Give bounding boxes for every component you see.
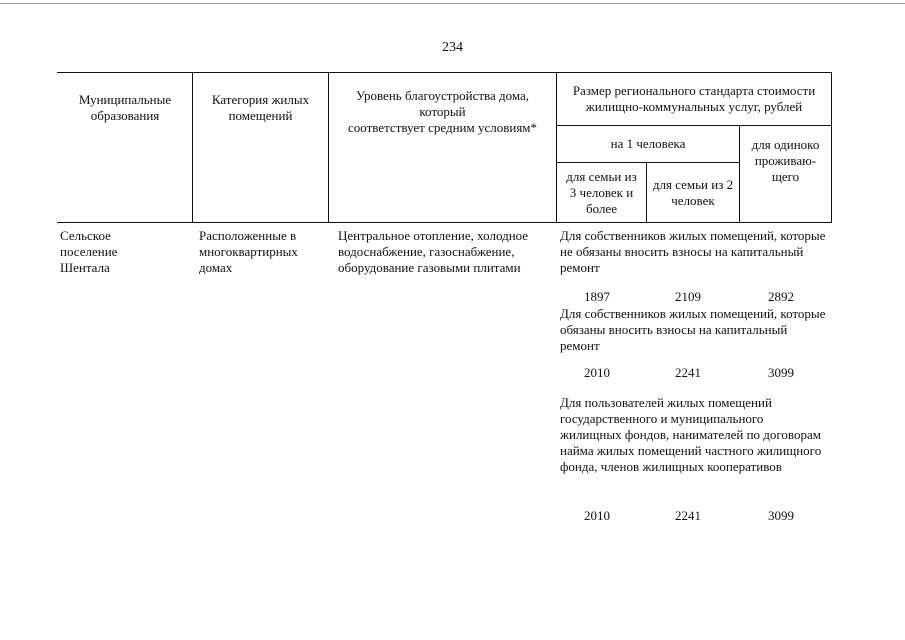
value-family-3: 2010 [584, 508, 610, 523]
header-standard-size: Размер регионального стандарта стоимости жилищно-коммунальных услуг, рублей [572, 83, 816, 114]
group-label-3: Для пользователей жилых помещений государственного и муниципального жилищных фондов, нанимателей по договорам найма жилых помещений частного жилищного фонда, членов жилищных кооперативов [560, 395, 822, 474]
header-municipality: Муниципальные образования [78, 92, 172, 123]
value-family-3: 1897 [584, 289, 610, 304]
header-family-3: для семьи из 3 человек и более [566, 168, 637, 216]
value-family-2: 2109 [675, 289, 701, 304]
value-family-3: 2010 [584, 365, 610, 380]
group-values-2 [560, 365, 830, 383]
group-values-1 [560, 289, 830, 307]
group-label-2: Для собственников жилых помещений, которые обязаны вносить взносы на капитальный ремонт [560, 306, 826, 353]
header-bottom-border [57, 222, 832, 223]
row-comfort-level: Центральное отопление, холодное водоснабжение, газоснабжение, оборудование газовыми плитами [338, 228, 529, 275]
value-single: 3099 [768, 365, 794, 380]
value-family-2: 2241 [675, 365, 701, 380]
header-single: для одиноко проживаю-щего [751, 137, 820, 184]
row-municipality: Сельское поселение Шентала [60, 228, 118, 275]
value-family-2: 2241 [675, 508, 701, 523]
header-comfort-level: Уровень благоустройства дома, который соответствует средним условиям* [347, 88, 538, 135]
scan-edge [0, 3, 905, 4]
header-category: Категория жилых помещений [211, 92, 310, 123]
page-number: 234 [442, 40, 463, 55]
header-per-person: на 1 человека [610, 136, 686, 151]
group-values-3 [560, 508, 830, 526]
value-single: 2892 [768, 289, 794, 304]
row-category: Расположенные в многоквартирных домах [199, 228, 298, 275]
value-single: 3099 [768, 508, 794, 523]
table-right-border [831, 72, 832, 222]
group-label-1: Для собственников жилых помещений, которые не обязаны вносить взносы на капитальный ремонт [560, 228, 826, 275]
header-family-2: для семьи из 2 человек [652, 176, 734, 208]
